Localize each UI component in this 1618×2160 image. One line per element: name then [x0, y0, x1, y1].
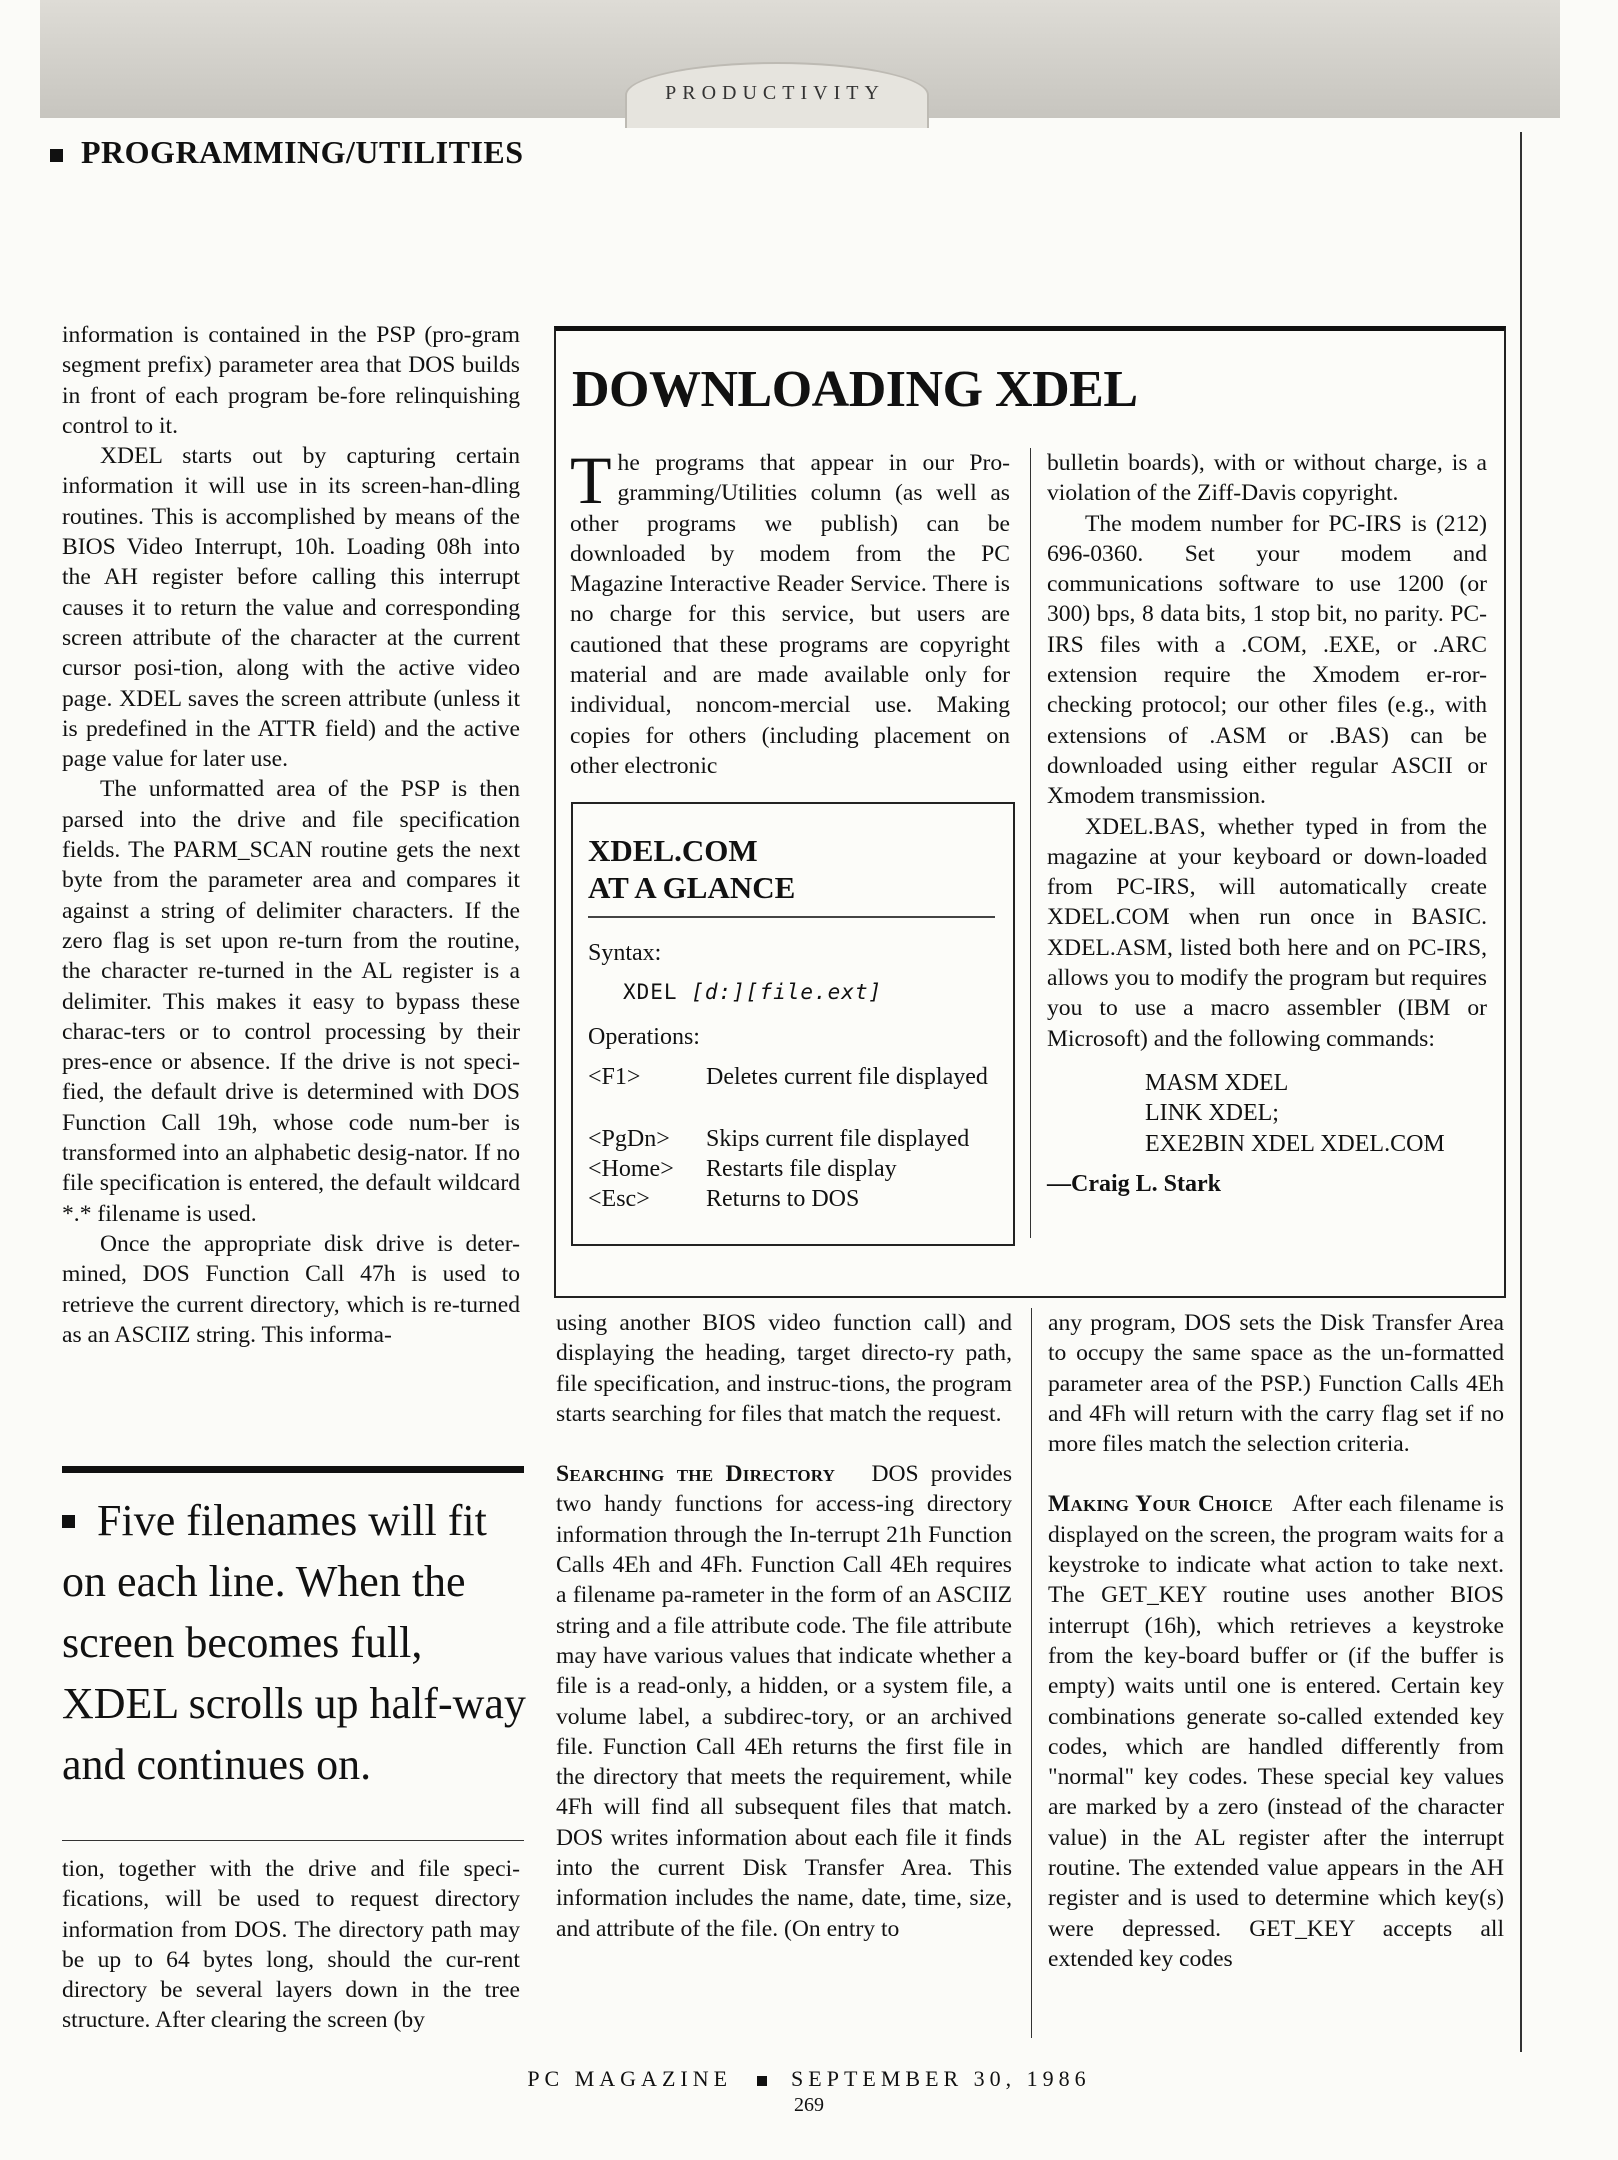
footer-line: [0, 2066, 1618, 2092]
body-paragraph: The unformatted area of the PSP is then parsed into the drive and file specification fields. The PARM_SCAN routine gets the next byte from the parameter area and compares it against a string of delimiter characters. If the zero flag is set upon re-turn from the routine, the character re-turned in the AL register is a delimiter. This makes it easy to bypass these charac-ters or to control processing by their pres-ence or absence. If the drive is not speci-fied, the default drive is determined with DOS Function Call 19h, whose code num-ber is transformed into an alphabetic desig-nator. If no file specification is entered, the default wildcard *.* filename is used.: [62, 776, 520, 1227]
right-margin-rule: [1520, 132, 1522, 2052]
operation-row: [588, 1154, 1008, 1184]
body-paragraph: using another BIOS video function call) and displaying the heading, target directo-ry path, file specification, and instruc-tions, the program starts searching for files that match the request.: [556, 1310, 1012, 1427]
operation-row: [588, 1184, 1008, 1214]
at-a-glance-rule: [588, 916, 995, 918]
issue-date: SEPTEMBER 30, 1986: [791, 2066, 1091, 2091]
body-paragraph: The modem number for PC-IRS is (212) 696-0360. Set your modem and communications software to use 1200 (or 300) bps, 8 data bits, 1 stop bit, no parity. PC-IRS files with a .COM, .EXE, or .ARC extension require the Xmodem er-ror-checking protocol; our other files (e.g., with extensions of .ASM or .BAS) can be downloaded using either regular ASCII or Xmodem transmission.: [1047, 510, 1487, 810]
category-label: PRODUCTIVITY: [665, 82, 885, 104]
operation-row: [588, 1124, 1008, 1154]
operation-row: [588, 1062, 1008, 1092]
at-a-glance-title: XDEL.COM AT A GLANCE: [588, 833, 796, 905]
at-a-glance-box: [571, 802, 1015, 1246]
publication-name: PC MAGAZINE: [527, 2066, 733, 2091]
bullet-square-icon: [50, 149, 63, 162]
left-column-bottom: [62, 1854, 520, 2036]
command-list: [1047, 1068, 1487, 1159]
command-line: LINK XDEL;: [1145, 1100, 1279, 1127]
left-column-top: [62, 320, 520, 1350]
body-paragraph: XDEL starts out by capturing certain information it will use in its screen-han-dling routines. This is accomplished by means of the BIOS Video Interrupt, 10h. Loading 08h into the AH register before calling this interrupt causes it to return the value and corresponding screen attribute of the character at the current cursor posi-tion, along with the active video page. XDEL saves the screen attribute (unless it is predefined in the ATTR field) and the active page value for later use.: [62, 443, 520, 773]
author-signature: —Craig L. Stark: [1047, 1170, 1221, 1197]
body-paragraph: tion, together with the drive and file speci-fications, will be used to request directory information from DOS. The directory path may be up to 64 bytes long, should the cur-rent directory be several layers down in the tree structure. After clearing the screen (by: [62, 1856, 520, 2034]
sidebar-title: DOWNLOADING XDEL: [572, 361, 1138, 418]
operation-key: <Esc>: [588, 1186, 650, 1212]
section-title: PROGRAMMING/UTILITIES: [50, 134, 524, 171]
body-paragraph: bulletin boards), with or without charge, is a violation of the Ziff-Davis copyright.: [1047, 450, 1487, 507]
bullet-square-icon: [757, 2076, 767, 2086]
operation-key: <F1>: [588, 1064, 641, 1090]
bullet-square-icon: [62, 1515, 75, 1528]
body-paragraph: Making Your Choice After each filename is displayed on the screen, the program waits for a keystroke to indicate what action to take next. The GET_KEY routine uses another BIOS interrupt (16h), which retrieves a keystroke from the key-board buffer or (if the buffer is empty) waits until one is entered. Certain key combinations generate so-called extended key codes, which are handled differently from "normal" key codes. These special key values are marked by a zero (instead of the character value) in the AL register after the interrupt routine. The extended value appears in the AH register and is used to determine which key(s) were depressed. GET_KEY accepts all extended key codes: [1048, 1491, 1504, 1972]
body-paragraph: information is contained in the PSP (pro-gram segment prefix) parameter area that DOS builds in front of each program be-fore relinquishing control to it.: [62, 322, 520, 439]
body-paragraph: Searching the Directory DOS provides two handy functions for access-ing directory information through the In-terrupt 21h Function Calls 4Eh and 4Fh. Function Call 4Eh requires a filename pa-rameter in the form of an ASCIIZ string and a file attribute code. The file attribute may have various values that indicate whether a file is a read-only, a hidden, or a system file, a volume label, a subdirec-tory, or an archived file. Function Call 4Eh returns the first file in the directory that meets the requirement, while 4Fh will find all subsequent files that match. DOS writes information about each file it finds into the current Disk Transfer Area. This information includes the name, date, time, size, and attribute of the file. (On entry to: [556, 1461, 1012, 1942]
page-number: 269: [794, 2094, 824, 2116]
command-line: EXE2BIN XDEL XDEL.COM: [1145, 1130, 1445, 1157]
sidebar-column-rule: [1030, 448, 1031, 1238]
operations-label: Operations:: [588, 1024, 700, 1050]
pull-quote-bottom-rule: [62, 1840, 524, 1841]
subhead: Making Your Choice: [1048, 1491, 1273, 1518]
sidebar-left-text: The programs that appear in our Pro-gramming/Utilities column (as well as other programs we publish) can be downloaded by modem from the PC Magazine Interactive Reader Service. There is no charge for this service, but users are cautioned that these programs are copyright material and are made available only for individual, noncom-mercial use. Making copies for others (including placement on other electronic: [570, 442, 1010, 779]
operation-desc: Returns to DOS: [706, 1186, 860, 1212]
body-paragraph: any program, DOS sets the Disk Transfer Area to occupy the same space as the un-formatted parameter area of the PSP.) Function Calls 4Eh and 4Fh will return with the carry flag set if no more files match the selection criteria.: [1048, 1310, 1504, 1458]
syntax-label: Syntax:: [588, 940, 662, 966]
operation-desc: Skips current file displayed: [706, 1126, 970, 1152]
operation-key: <Home>: [588, 1156, 674, 1182]
pull-quote: Five filenames will fit on each line. When the screen becomes full, XDEL scrolls up half-way and continues on.: [62, 1496, 526, 1789]
column-rule: [1031, 1308, 1032, 2038]
right-column: [1048, 1308, 1504, 1974]
subhead: Searching the Directory: [556, 1461, 836, 1488]
pull-quote-top-rule: [62, 1466, 524, 1473]
sidebar-right-text: [1047, 448, 1487, 1199]
operation-key: <PgDn>: [588, 1126, 670, 1152]
drop-cap: T: [570, 442, 612, 518]
middle-column: [556, 1308, 1012, 1944]
body-paragraph: Once the appropriate disk drive is deter-mined, DOS Function Call 47h is used to retrieve the current directory, which is re-turned as an ASCIIZ string. This informa-: [62, 1230, 520, 1348]
command-line: MASM XDEL: [1145, 1069, 1289, 1096]
operation-desc: Deletes current file displayed: [706, 1064, 988, 1090]
operation-desc: Restarts file display: [706, 1156, 897, 1182]
body-paragraph: XDEL.BAS, whether typed in from the magazine at your keyboard or down-loaded from PC-IRS, will automatically create XDEL.COM when run once in BASIC. XDEL.ASM, listed both here and on PC-IRS, allows you to modify the program but requires you to use a macro assembler (IBM or Microsoft) and the following commands:: [1047, 813, 1487, 1052]
syntax-code: XDEL [d:][file.ext]: [623, 980, 883, 1004]
